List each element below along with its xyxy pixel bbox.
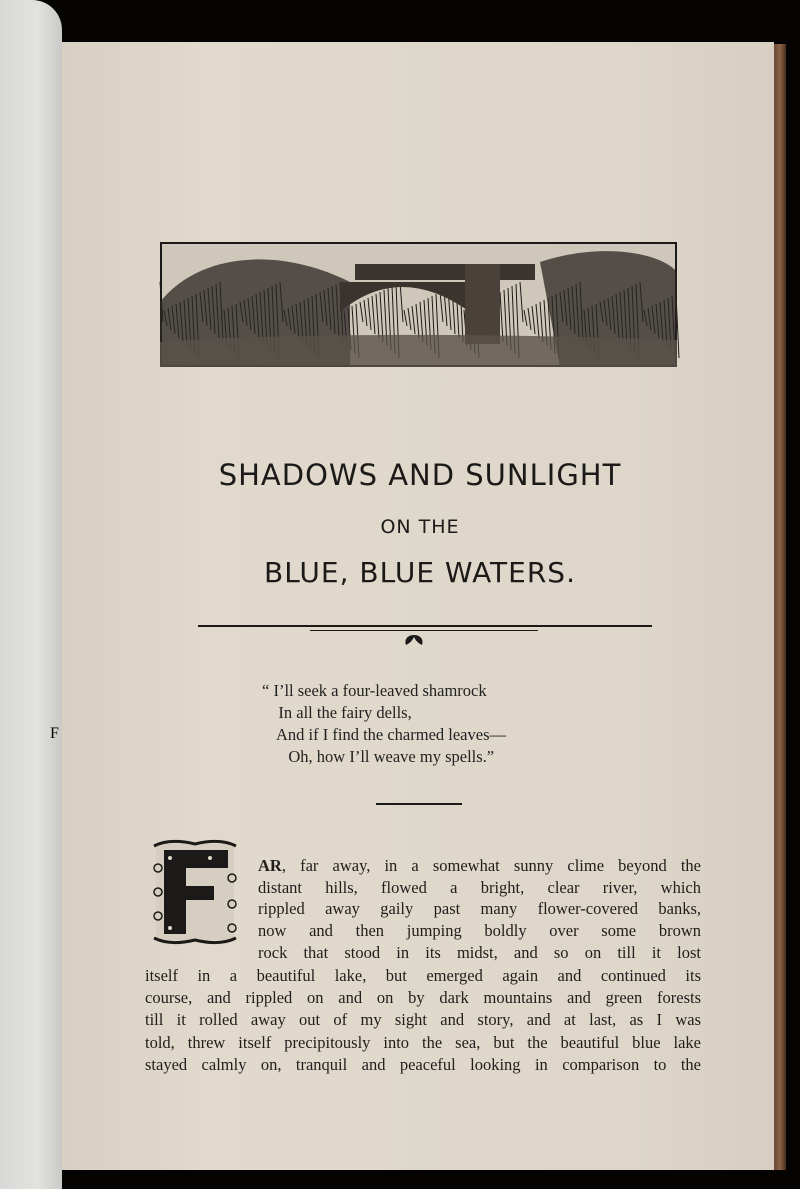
poem-line: “ I’ll seek a four-leaved shamrock: [262, 681, 487, 700]
body-line: now and then jumping boldly over some brown: [258, 921, 701, 940]
epigraph-poem: [262, 680, 506, 768]
bridge-illustration: [160, 242, 677, 367]
body-line: distant hills, flowed a bright, clear river, which: [258, 878, 701, 897]
body-line: rippled away gaily past many flower-covered banks,: [258, 899, 701, 918]
book-cover-edge: [774, 44, 786, 1170]
title-line-2: ON THE: [380, 516, 460, 538]
title-line-1: SHADOWS AND SUNLIGHT: [218, 458, 622, 492]
divider-long: [198, 625, 652, 627]
divider-short: [310, 630, 538, 631]
left-page-edge: [0, 0, 62, 1189]
poem-line: In all the fairy dells,: [266, 703, 412, 722]
poem-line: And if I find the charmed leaves—: [276, 725, 507, 744]
body-line: till it rolled away out of my sight and story, and at last, as I was: [145, 1010, 701, 1029]
poem-line: Oh, how I’ll weave my spells.”: [276, 747, 495, 766]
body-line: told, threw itself precipitously into the sea, but the beautiful blue lake: [145, 1033, 701, 1052]
body-line: rock that stood in its midst, and so on till it lost: [258, 943, 701, 962]
dropcap-letter: F: [50, 725, 59, 742]
body-line: itself in a beautiful lake, but emerged again and continued its: [145, 966, 701, 985]
ornament-icon: [402, 633, 426, 647]
body-line: stayed calmly on, tranquil and peaceful looking in comparison to the: [145, 1055, 701, 1074]
body-line: course, and rippled on and on by dark mountains and green forests: [145, 988, 701, 1007]
title-line-3: BLUE, BLUE WATERS.: [264, 556, 576, 589]
body-line: AR, far away, in a somewhat sunny clime beyond the: [258, 856, 701, 875]
illuminated-dropcap: [50, 725, 240, 946]
divider-poem: [376, 803, 462, 805]
